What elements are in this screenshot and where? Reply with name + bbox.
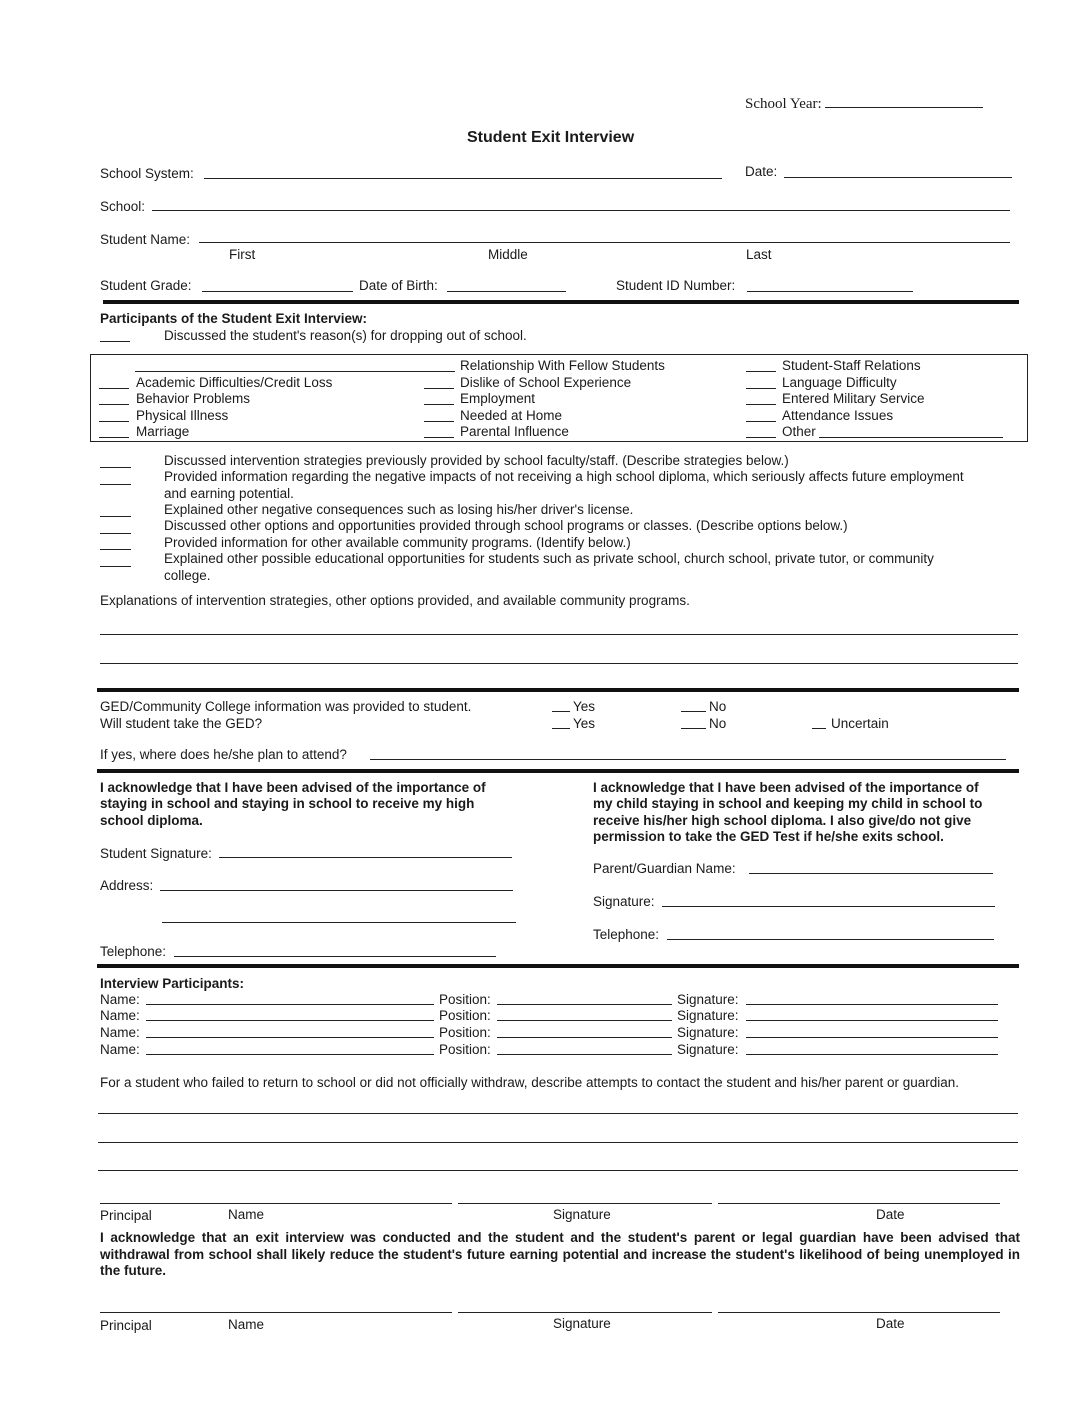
signature-caption: Signature <box>553 1316 611 1331</box>
principal-caption: Principal <box>100 1318 152 1333</box>
checklist-item: Provided information regarding the negative impacts of not receiving a high school diploma, which seriously affects future employment <box>164 469 964 484</box>
interview-name-line[interactable] <box>146 1054 434 1055</box>
school-system-line[interactable] <box>204 178 722 179</box>
interview-name-line[interactable] <box>146 1020 434 1021</box>
interview-signature-line[interactable] <box>746 1037 998 1038</box>
interview-name-label: Name: <box>100 1008 140 1023</box>
reason-marriage: Marriage <box>136 424 190 439</box>
check-blank[interactable] <box>100 484 131 485</box>
student-signature-line[interactable] <box>219 857 512 858</box>
check-blank[interactable] <box>424 404 454 405</box>
student-grade-line[interactable] <box>202 291 353 292</box>
parent-name-line[interactable] <box>749 873 993 874</box>
student-id-line[interactable] <box>747 291 913 292</box>
checklist-item: Explained other negative consequences such as losing his/her driver's license. <box>164 502 634 517</box>
interview-name-label: Name: <box>100 992 140 1007</box>
discussed-reasons-text: Discussed the student's reason(s) for dropping out of school. <box>164 328 527 343</box>
check-blank[interactable] <box>424 421 454 422</box>
parent-ack-text: my child staying in school and keeping my child in school to <box>593 796 983 811</box>
check-blank[interactable] <box>746 437 776 438</box>
reason-military: Entered Military Service <box>782 391 925 406</box>
parent-signature-label: Signature: <box>593 894 655 909</box>
section-divider <box>97 769 1019 773</box>
checklist-item: Discussed other options and opportunities provided through school programs or classes. (Describe options below.) <box>164 518 848 533</box>
section-divider <box>103 300 1019 304</box>
school-label: School: <box>100 199 146 214</box>
parent-telephone-line[interactable] <box>667 939 994 940</box>
no-label: No <box>709 716 727 731</box>
school-year-field[interactable] <box>745 95 983 113</box>
ged-info-text: GED/Community College information was provided to student. <box>100 699 472 714</box>
reason-other: Other <box>782 424 816 439</box>
student-ack-text: school diploma. <box>100 813 203 828</box>
check-blank[interactable] <box>99 404 129 405</box>
contact-attempts-line[interactable] <box>98 1113 1018 1114</box>
dob-line[interactable] <box>447 291 566 292</box>
check-blank[interactable] <box>100 533 131 534</box>
reason-needed-home: Needed at Home <box>460 408 563 423</box>
checklist-item: college. <box>164 568 211 583</box>
interview-heading: Interview Participants: <box>100 976 245 991</box>
interview-name-line[interactable] <box>146 1037 434 1038</box>
parent-name-label: Parent/Guardian Name: <box>593 861 736 876</box>
interview-name-line[interactable] <box>146 1004 434 1005</box>
interview-signature-line[interactable] <box>746 1020 998 1021</box>
participants-heading: Participants of the Student Exit Interview: <box>100 311 368 326</box>
section-divider <box>97 964 1019 968</box>
student-ack-text: I acknowledge that I have been advised of the importance of <box>100 780 486 795</box>
check-blank[interactable] <box>424 437 454 438</box>
dob-label: Date of Birth: <box>359 278 438 293</box>
principal-signature-line[interactable] <box>458 1312 712 1313</box>
check-blank[interactable] <box>99 388 129 389</box>
reason-academic: Academic Difficulties/Credit Loss <box>136 375 333 390</box>
signature-caption: Signature <box>553 1207 611 1222</box>
date-label: Date: <box>745 164 778 179</box>
interview-position-label: Position: <box>439 1025 491 1040</box>
check-blank[interactable] <box>99 421 129 422</box>
reason-behavior: Behavior Problems <box>136 391 251 406</box>
interview-signature-line[interactable] <box>746 1054 998 1055</box>
check-blank[interactable] <box>100 549 131 550</box>
telephone-line[interactable] <box>174 956 496 957</box>
yes-label: Yes <box>573 699 596 714</box>
ged-take-text: Will student take the GED? <box>100 716 263 731</box>
name-caption: Name <box>228 1317 265 1332</box>
check-blank[interactable] <box>746 404 776 405</box>
address-line-2[interactable] <box>162 922 516 923</box>
ged-where-label: If yes, where does he/she plan to attend? <box>100 747 347 762</box>
reason-staff: Student-Staff Relations <box>782 358 921 373</box>
address-label: Address: <box>100 878 154 893</box>
yes-blank[interactable] <box>552 711 570 712</box>
check-blank[interactable] <box>424 388 454 389</box>
parent-signature-line[interactable] <box>662 906 995 907</box>
check-blank[interactable] <box>746 371 776 372</box>
reason-parental: Parental Influence <box>460 424 569 439</box>
interview-position-line[interactable] <box>497 1004 672 1005</box>
date-caption: Date <box>876 1316 905 1331</box>
principal-date-line[interactable] <box>718 1312 1000 1313</box>
parent-ack-text: I acknowledge that I have been advised of the importance of <box>593 780 979 795</box>
principal-date-line[interactable] <box>718 1203 1000 1204</box>
explanations-label: Explanations of intervention strategies, other options provided, and available community programs. <box>100 593 690 608</box>
checklist-item: Discussed intervention strategies previously provided by school faculty/staff. (Describe strategies below.) <box>164 453 789 468</box>
student-name-line[interactable] <box>199 242 1010 243</box>
principal-signature-line[interactable] <box>458 1203 712 1204</box>
parent-ack-text: permission to take the GED Test if he/she exits school. <box>593 829 944 844</box>
explanation-line[interactable] <box>100 663 1018 664</box>
no-blank[interactable] <box>681 711 706 712</box>
student-grade-label: Student Grade: <box>100 278 192 293</box>
check-blank[interactable] <box>100 566 131 567</box>
interview-signature-line[interactable] <box>746 1004 998 1005</box>
reason-dislike: Dislike of School Experience <box>460 375 632 390</box>
principal-name-line[interactable] <box>100 1203 452 1204</box>
student-name-label: Student Name: <box>100 232 191 247</box>
reason-language: Language Difficulty <box>782 375 897 390</box>
check-blank[interactable] <box>100 467 131 468</box>
interview-name-label: Name: <box>100 1042 140 1057</box>
reason-relationship: Relationship With Fellow Students <box>460 358 665 373</box>
checklist-item: Provided information for other available community programs. (Identify below.) <box>164 535 631 550</box>
interview-name-label: Name: <box>100 1025 140 1040</box>
interview-position-label: Position: <box>439 1008 491 1023</box>
date-line[interactable] <box>784 177 1012 178</box>
principal-name-line[interactable] <box>100 1312 452 1313</box>
reason-employment: Employment <box>460 391 536 406</box>
yes-blank[interactable] <box>552 728 570 729</box>
student-id-label: Student ID Number: <box>616 278 736 293</box>
student-signature-label: Student Signature: <box>100 846 212 861</box>
school-system-label: School System: <box>100 166 194 181</box>
uncertain-label: Uncertain <box>831 716 889 731</box>
interview-position-label: Position: <box>439 992 491 1007</box>
middle-name-caption: Middle <box>488 247 528 262</box>
parent-ack-text: receive his/her high school diploma. I also give/do not give <box>593 813 972 828</box>
reason-illness: Physical Illness <box>136 408 229 423</box>
check-blank[interactable] <box>746 421 776 422</box>
check-blank[interactable] <box>99 437 129 438</box>
other-line[interactable] <box>819 437 1003 438</box>
interview-position-line[interactable] <box>497 1054 672 1055</box>
yes-label: Yes <box>573 716 596 731</box>
interview-position-label: Position: <box>439 1042 491 1057</box>
principal-caption: Principal <box>100 1208 152 1223</box>
interview-position-line[interactable] <box>497 1037 672 1038</box>
contact-attempts-line[interactable] <box>98 1170 1018 1171</box>
check-blank[interactable] <box>100 516 131 517</box>
failed-return-label: For a student who failed to return to school or did not officially withdraw, describe attempts to contact the student and his/her parent or guardian. <box>100 1075 959 1090</box>
reasons-box <box>90 354 1028 442</box>
contact-attempts-line[interactable] <box>98 1142 1018 1143</box>
interview-signature-label: Signature: <box>677 1008 739 1023</box>
final-ack-text: I acknowledge that an exit interview was conducted and the student and the student's parent or legal guardian have been advised that withdrawal from school shall likely reduce the student's future earning potential and increase the student's likelihood of being unemployed in the future. <box>100 1230 1020 1278</box>
student-ack-text: staying in school and staying in school to receive my high <box>100 796 475 811</box>
checklist-item: Explained other possible educational opportunities for students such as private school, church school, private tutor, or community <box>164 551 934 566</box>
form-title: Student Exit Interview <box>467 129 635 146</box>
school-year-label: School Year: <box>745 96 822 112</box>
interview-signature-label: Signature: <box>677 1025 739 1040</box>
last-name-caption: Last <box>746 247 772 262</box>
section-divider <box>97 688 1019 692</box>
school-line[interactable] <box>152 210 1010 211</box>
address-line[interactable] <box>160 890 513 891</box>
explanation-line[interactable] <box>100 634 1018 635</box>
uncertain-blank[interactable] <box>812 728 826 729</box>
interview-position-line[interactable] <box>497 1020 672 1021</box>
first-name-caption: First <box>229 247 256 262</box>
interview-signature-label: Signature: <box>677 1042 739 1057</box>
ged-where-line[interactable] <box>370 759 1006 760</box>
parent-telephone-label: Telephone: <box>593 927 660 942</box>
checklist-item: and earning potential. <box>164 486 294 501</box>
check-blank[interactable] <box>100 341 130 342</box>
name-caption: Name <box>228 1207 265 1222</box>
reason-blank-line[interactable] <box>135 371 455 372</box>
telephone-label: Telephone: <box>100 944 167 959</box>
no-label: No <box>709 699 727 714</box>
date-caption: Date <box>876 1207 905 1222</box>
check-blank[interactable] <box>746 388 776 389</box>
no-blank[interactable] <box>681 728 706 729</box>
reason-attendance: Attendance Issues <box>782 408 894 423</box>
interview-signature-label: Signature: <box>677 992 739 1007</box>
